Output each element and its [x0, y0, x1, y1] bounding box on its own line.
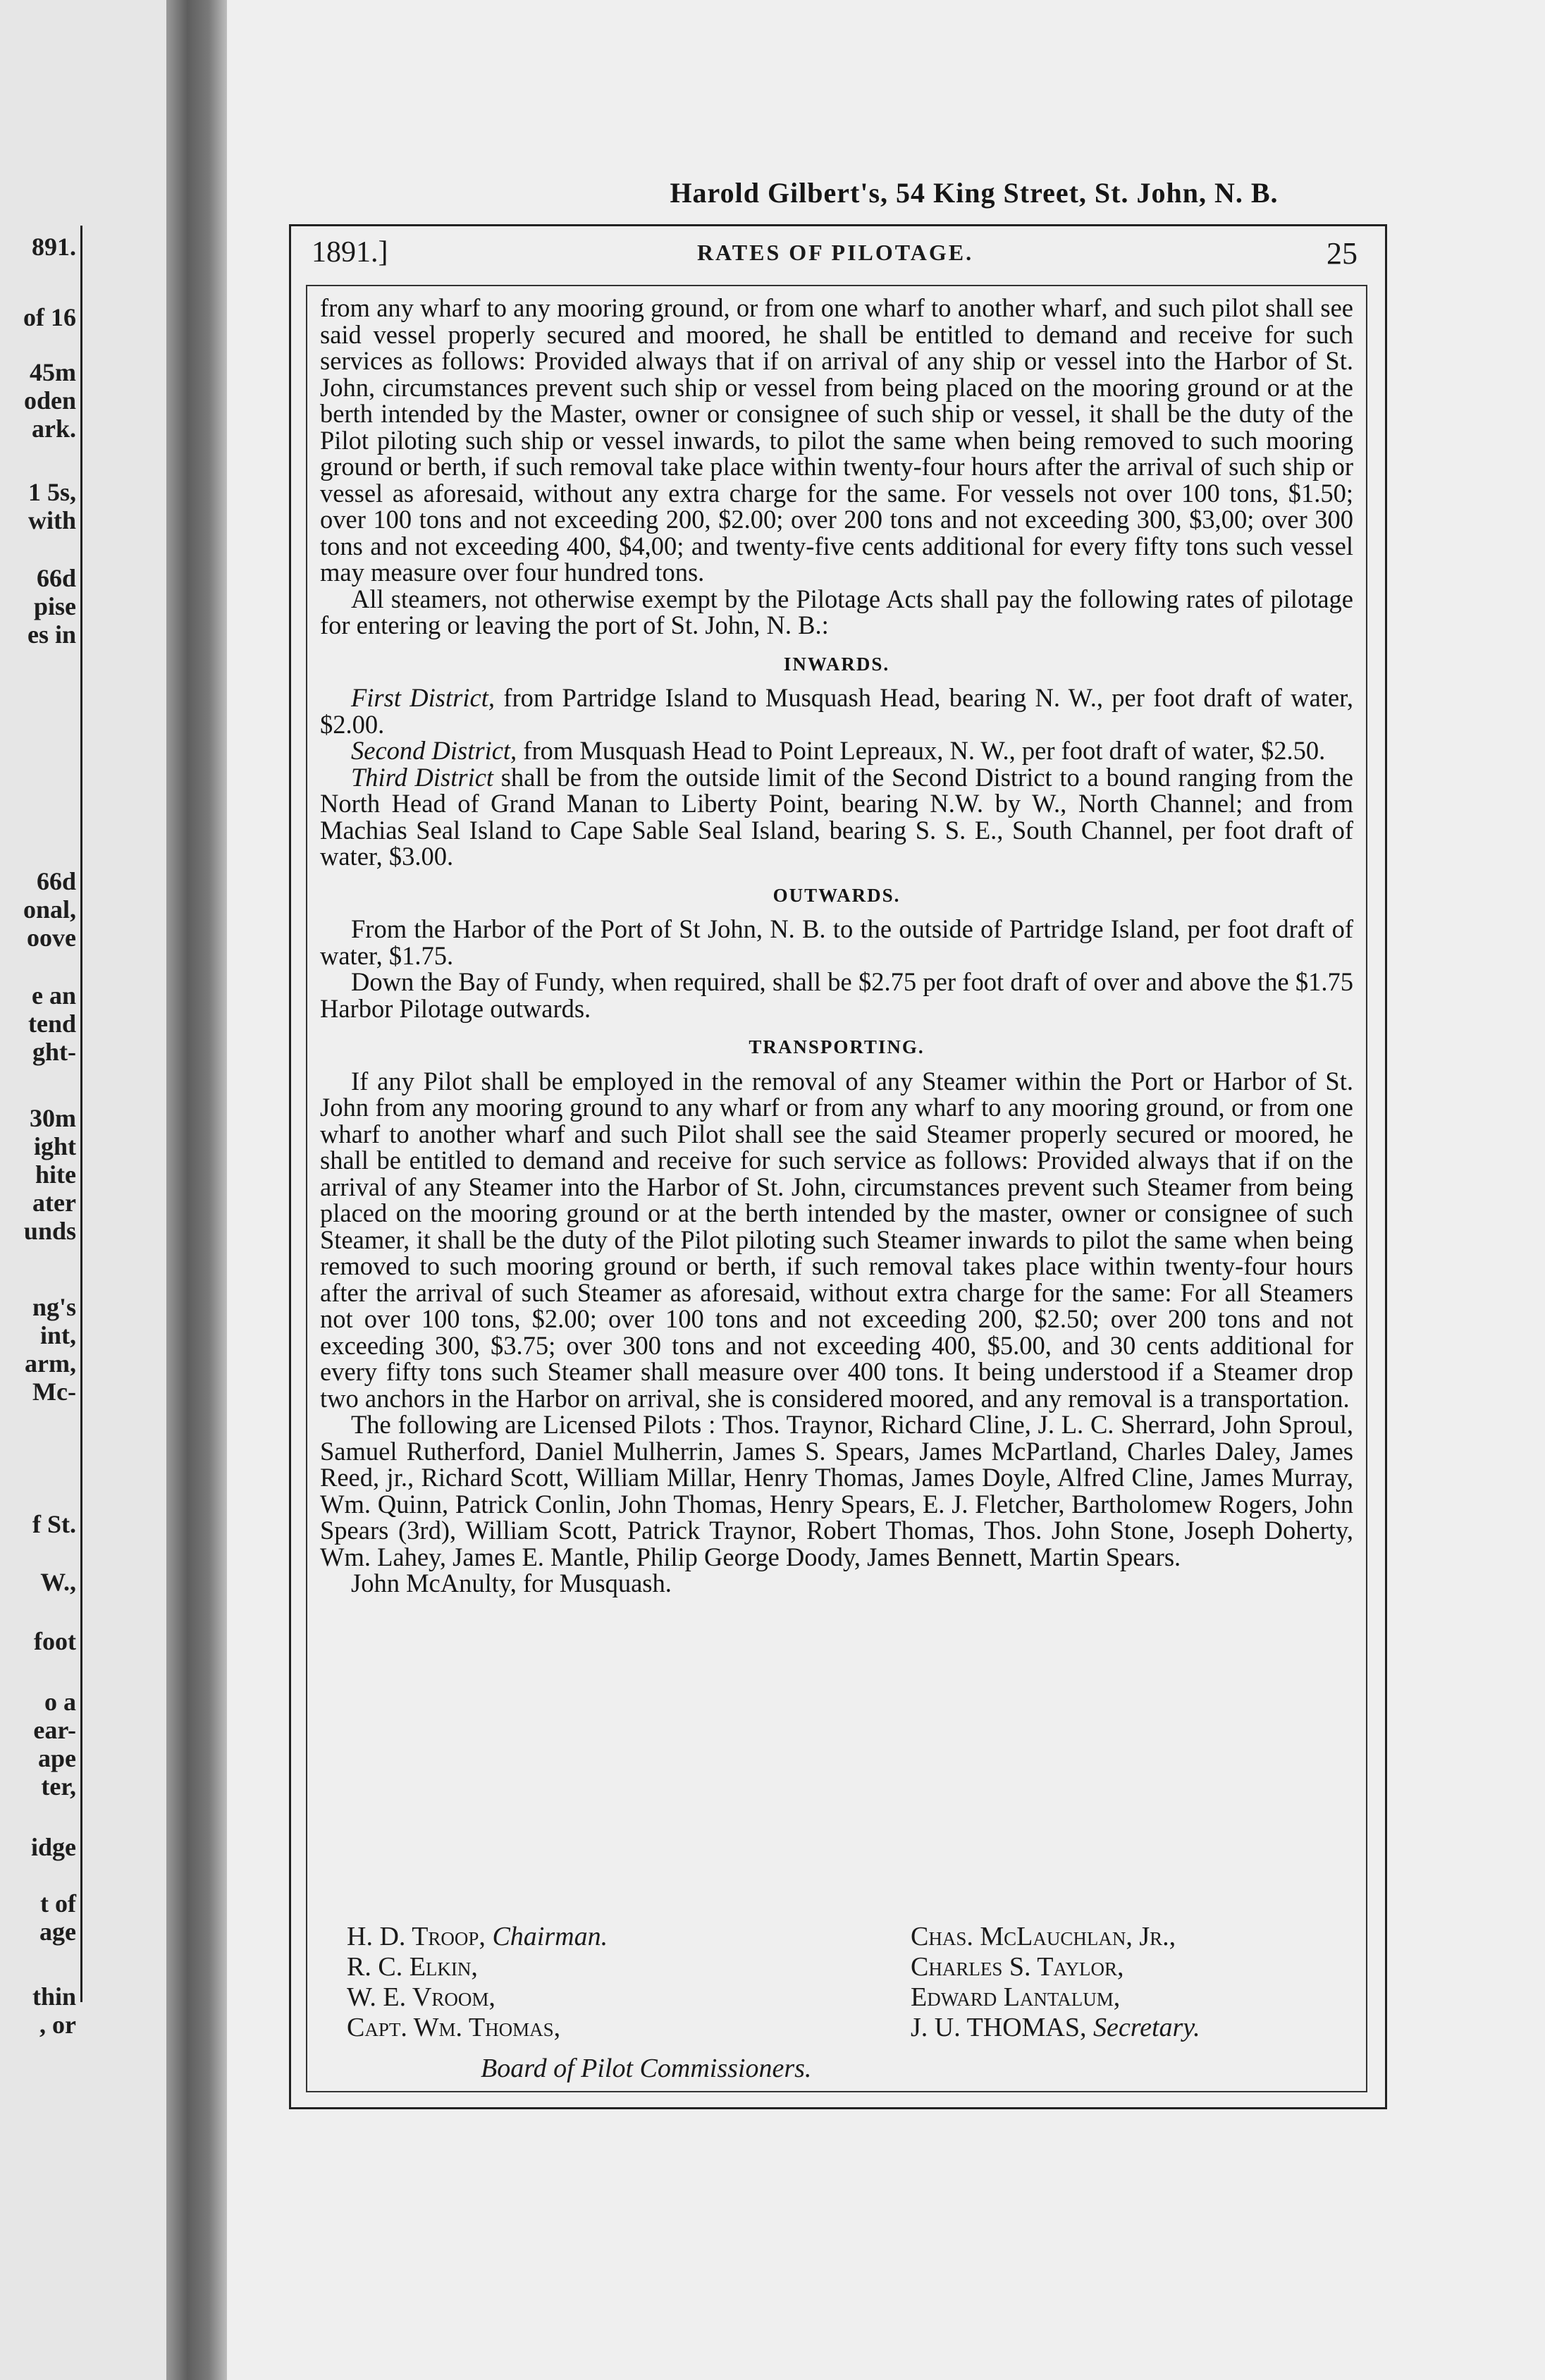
first-district-label: First District, [351, 683, 495, 712]
previous-page-fragment: oove [27, 924, 76, 952]
first-district-text: from Partridge Island to Musquash Head, bearing N. W., per foot draft of water, $2.00. [320, 683, 1353, 739]
transporting-paragraph: If any Pilot shall be employed in the removal of any Steamer within the Port or Harbor of St. John from any mooring ground to any wharf or from any wharf to any mooring ground, or from one wharf to another wharf and such Pilot shall see the said Steamer properly secured or moored, he shall be entitled to demand and receive for such service as follows: Provided always that if on the arrival of any Steamer into the Harbor of St. John, circumstances prevent such Steamer from being placed on the mooring ground or at the berth intended by the master, owner or consignee of such Steamer, it shall be the duty of the Pilot piloting such Steamer inwards to pilot the same when being removed to such mooring ground or berth, if such removal takes place within twenty-four hours after the arrival of such Steamer as aforesaid, without extra charge for the same: For all Steamers not over 100 tons, $2.00; over 100 tons and not exceeding 200, $2.50; over 200 tons and not exceeding 300, $3.75; over 300 tons and not exceeding 400, $5.00, and 30 cents additional for every fifty tons such Steamer shall measure over 400 tons. It being understood if a Steamer drop two anchors in the Harbor on arrival, she is considered moored, and any removal is a transportation. [320, 1066, 1353, 1413]
outwards-harbor: From the Harbor of the Port of St John, N. B. to the outside of Partridge Island, per foot draft of water, $1.75. [320, 914, 1353, 970]
page-title: RATES OF PILOTAGE. [696, 240, 974, 265]
previous-page-fragment: ark. [32, 415, 76, 443]
signature-name: J. U. THOMAS, [911, 2013, 1094, 2042]
previous-page-fragment: Mc- [32, 1378, 76, 1406]
previous-page-fragment: f St. [32, 1510, 76, 1538]
section-heading-transporting: TRANSPORTING. [749, 1036, 925, 1057]
section-heading-inwards: INWARDS. [783, 653, 890, 675]
signature-line: Capt. Wm. Thomas, [347, 2013, 561, 2042]
section-heading-outwards: OUTWARDS. [772, 884, 901, 906]
previous-page-fragment: , or [39, 2011, 76, 2039]
board-name: Board of Pilot Commissioners. [481, 2054, 812, 2083]
previous-page-fragment: ater [32, 1189, 76, 1217]
signature-line: W. E. Vroom, [347, 1982, 495, 2012]
previous-page-fragment: unds [23, 1217, 76, 1245]
licensed-pilots-paragraph: The following are Licensed Pilots : Thos. Traynor, Richard Cline, J. L. C. Sherrard, John Sproul, Samuel Rutherford, Daniel Mulherrin, James S. Spears, James McPartland, Charles Daley, James Reed, jr., Richard Scott, William Millar, Henry Thomas, James Doyle, Alfred Cline, James Murray, Wm. Quinn, Patrick Conlin, John Thomas, Henry Spears, E. J. Fletcher, Bartholomew Rogers, John Spears (3rd), William Scott, Patrick Traynor, Robert Thomas, Thos. John Stone, Joseph Doherty, Wm. Lahey, James E. Mantle, Philip George Doody, James Bennett, Martin Spears. [320, 1410, 1353, 1571]
page-number: 25 [1327, 236, 1358, 271]
second-district-text: from Musquash Head to Point Lepreaux, N. W., per foot draft of water, $2.50. [517, 736, 1326, 765]
previous-page-fragment: of 16 [23, 303, 76, 331]
page-head [306, 233, 1365, 278]
previous-page-fragment: onal, [23, 895, 76, 924]
signature-line: Edward Lantalum, [911, 1982, 1121, 2012]
previous-page-fragment: arm, [25, 1349, 76, 1378]
previous-page-fragment: oden [23, 386, 76, 415]
previous-page-fragment: ght- [32, 1038, 76, 1066]
secretary-title: Secretary. [1093, 2013, 1200, 2042]
previous-page-fragment: ight [33, 1132, 76, 1160]
previous-page-fragment: t of [40, 1889, 76, 1918]
second-district-label: Second District, [351, 736, 517, 765]
chairman-title: Chairman. [492, 1922, 608, 1951]
previous-page-fragment: e an [32, 981, 76, 1010]
book-gutter [166, 0, 227, 2380]
page [227, 0, 1545, 2380]
previous-page-fragment: 66d [36, 564, 76, 592]
paragraph-steamers: All steamers, not otherwise exempt by the Pilotage Acts shall pay the following rates of pilotage for entering or leaving the port of St. John, N. B.: [320, 584, 1353, 639]
previous-page-fragment: 1 5s, [27, 478, 76, 506]
previous-page-edge [0, 0, 166, 2380]
running-header: Harold Gilbert's, 54 King Street, St. John, N. B. [670, 177, 1279, 209]
previous-page-fragment: ear- [33, 1716, 76, 1744]
signature-line: Charles S. Taylor, [911, 1952, 1124, 1982]
signature-line: Chas. McLauchlan, Jr., [911, 1922, 1176, 1951]
previous-page-fragment: with [27, 506, 76, 534]
previous-page-fragment: tend [27, 1010, 76, 1038]
previous-page-fragment: es in [27, 620, 76, 649]
page-year: 1891.] [312, 236, 388, 269]
third-district-label: Third District [351, 762, 494, 792]
previous-page-fragment: idge [30, 1833, 76, 1861]
signature-name: H. D. Troop, [347, 1922, 493, 1951]
previous-page-fragment: ter, [41, 1772, 76, 1801]
previous-page-fragment: 45m [30, 358, 76, 386]
previous-page-fragment: 30m [30, 1104, 76, 1132]
previous-page-fragment: pise [33, 592, 76, 620]
signature-line [347, 1922, 608, 1952]
outwards-bay-of-fundy: Down the Bay of Fundy, when required, shall be $2.75 per foot draft of over and above the $1.75 Harbor Pilotage outwards. [320, 967, 1353, 1023]
previous-page-fragment: ng's [32, 1293, 76, 1321]
previous-page-fragment: hite [35, 1160, 76, 1189]
signatures-left [347, 1922, 608, 2043]
third-district [320, 764, 1353, 870]
previous-page-fragment: int, [39, 1321, 76, 1349]
previous-page-fragment: age [39, 1918, 76, 1946]
third-district-text: shall be from the outside limit of the Second District to a bound ranging from the North Head of Grand Manan to Liberty Point, bearing N.W. by W., North Channel; and from Machias Seal Island to Cape Sable Seal Island, bearing S. S. E., South Channel, per foot draft of water, $3.00. [320, 762, 1353, 871]
previous-page-fragment: 66d [36, 867, 76, 895]
signatures-right [911, 1922, 1200, 2043]
signature-line [911, 2013, 1200, 2043]
signature-line: R. C. Elkin, [347, 1952, 478, 1982]
previous-page-fragment: W., [40, 1568, 76, 1596]
previous-page-fragment: 891. [32, 233, 76, 261]
previous-page-fragment: ape [38, 1744, 76, 1772]
first-district [320, 685, 1353, 737]
previous-page-fragment: foot [34, 1627, 76, 1655]
paragraph-pilot-services: from any wharf to any mooring ground, or from one wharf to another wharf, and such pilot shall see said vessel properly secured and moored, he shall be entitled to demand and receive for such services as follows: Provided always that if on arrival of any ship or vessel into the Harbor of St. John, circumstances prevent such ship or vessel from being placed on the mooring ground or at the berth intended by the Master, owner or consignee of such ship or vessel, it shall be the duty of the Pilot piloting such ship or vessel inwards, to pilot the same when being removed to such mooring ground or berth, if such removal take place within twenty-four hours after the arrival of such ship or vessel as aforesaid, without any extra charge for the same. For vessels not over 100 tons, $1.50; over 100 tons and not exceeding 200, $2.00; over 200 tons and not exceeding 300, $3,00; over 300 tons and not exceeding 400, $4,00; and twenty-five cents additional for every fifty tons such vessel may measure over four hundred tons. [320, 293, 1353, 587]
previous-page-fragment: thin [32, 1982, 76, 2011]
previous-page-fragment: o a [44, 1688, 76, 1716]
second-district [320, 737, 1353, 764]
body-text [320, 295, 1353, 1597]
musquash-pilot: John McAnulty, for Musquash. [351, 1569, 672, 1597]
